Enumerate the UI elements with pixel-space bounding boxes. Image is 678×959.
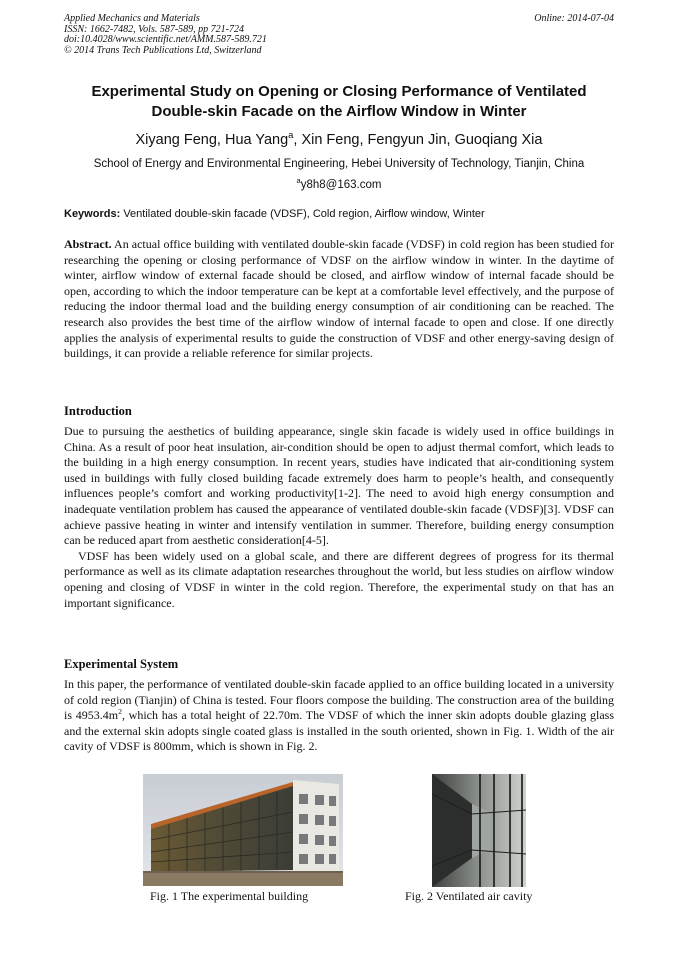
copyright-line: © 2014 Trans Tech Publications Ltd, Switzerland	[64, 44, 262, 56]
author-superscript: a	[288, 129, 294, 141]
air-cavity-illustration	[432, 774, 526, 887]
keywords	[64, 207, 616, 221]
figure-2-cavity-photo	[432, 774, 526, 887]
author-list	[0, 131, 678, 149]
area-superscript: 2	[118, 707, 122, 717]
authors-first: Xiyang Feng, Hua Yang	[135, 132, 289, 148]
title-line-1: Experimental Study on Opening or Closing Performance of Ventilated	[91, 83, 587, 100]
introduction-body	[64, 424, 614, 611]
abstract-text: An actual office building with ventilated double-skin facade (VDSF) in cold region has been studied for researching the opening or closing performance of VDSF on the airflow window in winter. In the daytime of winter, airflow window of external facade should be closed, and airflow window of internal facade should be open, according to which the indoor temperature can be kept at a comfortable level effectively, and the purpose of reducing the indoor thermal load and the building energy consumption of air conditioning can be reached. The research also provides the best time of the airflow window of internal facade to open and close. If one directly applies the analysis of experimental results to guide the construction of VDSF and other energy-saving design of buildings, it can provide a reliable reference for similar projects.	[64, 237, 615, 361]
keywords-label: Keywords:	[64, 208, 121, 220]
exp-text-b: , which has a total height of 22.70m. The VDSF of which the inner skin adopts double glazing glass and the external skin adopts single coated glass is installed in the south oriented, shown in Fig. 1. Width of the air cavity of VDSF is 800mm, which is shown in Fig. 2.	[64, 708, 615, 754]
email-address: y8h8@163.com	[300, 179, 382, 191]
exp-text-a: In this paper, the performance of ventilated double-skin facade applied to an office building located in a university of cold region (Tianjin) of China is tested. Four floors compose the building. The construction area of the building is 4953.4m	[64, 677, 614, 723]
figure-2-caption: Fig. 2 Ventilated air cavity	[405, 889, 533, 903]
affiliation: School of Energy and Environmental Engineering, Hebei University of Technology, Tianjin, China	[93, 158, 585, 170]
title-line-2: Double-skin Facade on the Airflow Window in Winter	[151, 103, 527, 120]
abstract-label: Abstract.	[64, 237, 112, 251]
experimental-body	[64, 677, 614, 755]
paper-title	[40, 82, 638, 122]
building-illustration	[143, 774, 343, 886]
journal-name: Applied Mechanics and Materials	[64, 13, 200, 24]
author-email	[0, 177, 678, 193]
intro-paragraph-2: VDSF has been widely used on a global scale, and there are different degrees of progress for its thermal performance as well as its climate adaptation researches throughout the world, but less studies on airflow window opening and closing of VDSF in winter in the cold region. Therefore, the experimental study on that has an important significance.	[64, 548, 614, 610]
email-superscript: a	[296, 176, 301, 186]
keywords-text: Ventilated double-skin facade (VDSF), Cold region, Airflow window, Winter	[123, 208, 485, 220]
abstract	[64, 237, 614, 362]
issn-line: ISSN: 1662-7482, Vols. 587-589, pp 721-724	[64, 23, 244, 35]
experimental-heading: Experimental System	[64, 657, 179, 671]
intro-paragraph-1: Due to pursuing the aesthetics of building appearance, single skin facade is widely used in office buildings in China. As a result of poor heat insulation, air-condition should be open to adjust thermal comfort, which leads to the building in a high energy consumption. In recent years, studies have indicated that air-conditioning system used in buildings with fully closed building facade extremely does harm to people’s health, and consequently influences people’s comfort and working productivity[1-2]. The need to avoid high energy consumption and inadequate ventilation problem has caused the appearance of ventilated double-skin facade (VDSF)[3]. VDSF can achieve passive heating in winter and intensify ventilation in summer. Therefore, building energy consumption can be reduced apart from aesthetic consideration[4-5].	[64, 424, 614, 548]
journal-header	[64, 14, 267, 56]
figure-1-building-photo	[143, 774, 343, 886]
online-date: Online: 2014-07-04	[534, 13, 614, 24]
doi-line: doi:10.4028/www.scientific.net/AMM.587-589.721	[64, 34, 267, 45]
experimental-paragraph	[64, 677, 614, 755]
introduction-heading: Introduction	[64, 404, 132, 418]
figure-1-caption: Fig. 1 The experimental building	[150, 889, 309, 903]
authors-rest: , Xin Feng, Fengyun Jin, Guoqiang Xia	[293, 132, 543, 148]
